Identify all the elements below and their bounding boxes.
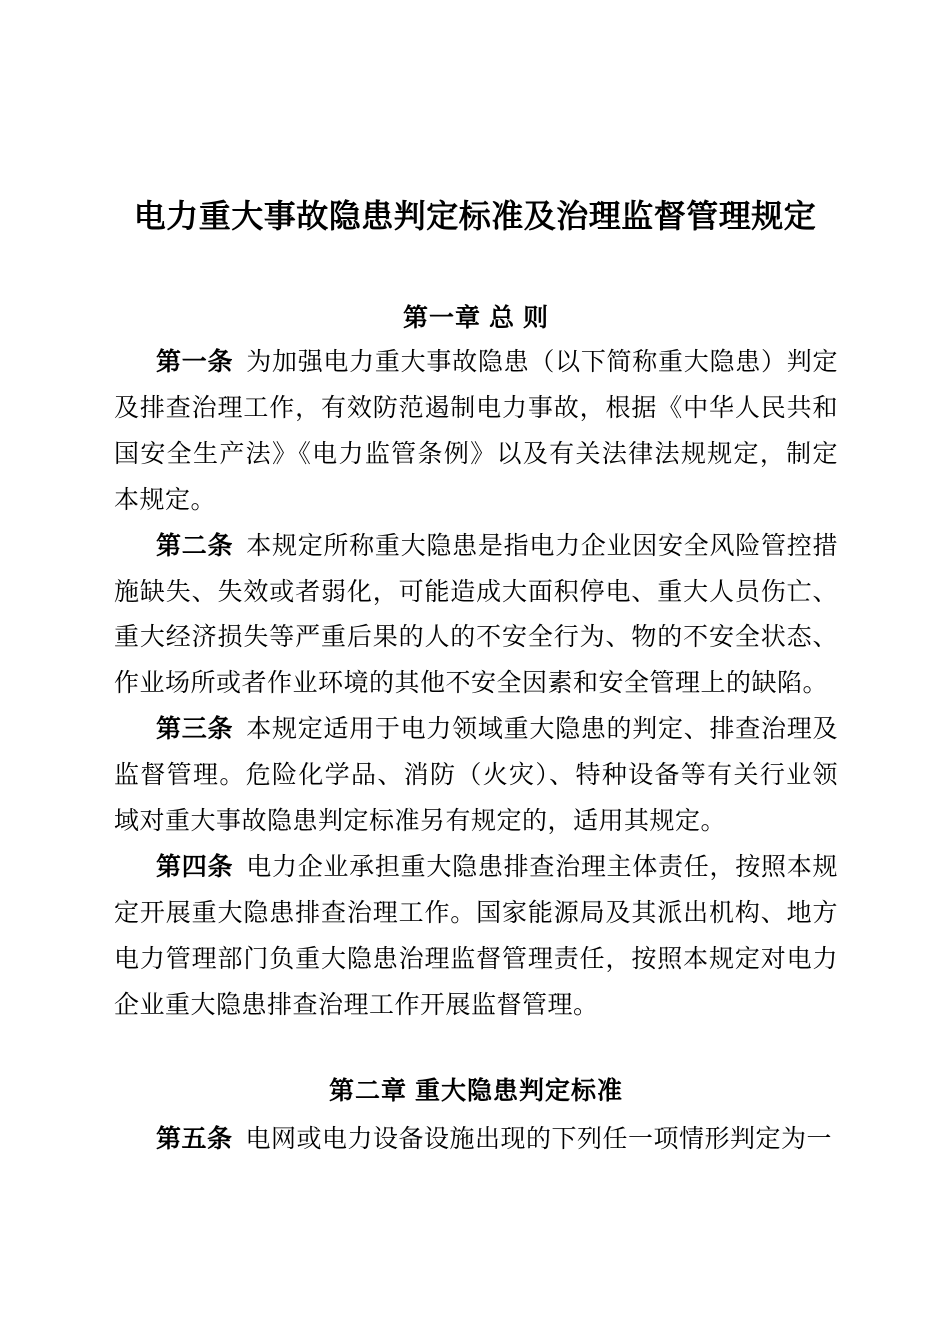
document-body bbox=[114, 296, 838, 1163]
article-2-text: 本规定所称重大隐患是指电力企业因安全风险管控措施缺失、失效或者弱化，可能造成大面积停电、重大人员伤亡、重大经济损失等严重后果的人的不安全行为、物的不安全状态、作业场所或者作业环境的其他不安全因素和安全管理上的缺陷。 bbox=[114, 532, 838, 698]
article-2-label: 第二条 bbox=[156, 531, 234, 560]
article-4-text: 电力企业承担重大隐患排查治理主体责任，按照本规定开展重大隐患排查治理工作。国家能源局及其派出机构、地方电力管理部门负重大隐患治理监督管理责任，按照本规定对电力企业重大隐患排查治理工作开展监督管理。 bbox=[114, 853, 838, 1019]
article-1-label: 第一条 bbox=[156, 348, 234, 376]
chapter-2-heading: 第二章 重大隐患判定标准 bbox=[329, 1076, 623, 1105]
article-5-paragraph bbox=[114, 1117, 838, 1163]
article-3-paragraph bbox=[114, 707, 838, 845]
article-2-paragraph bbox=[114, 524, 838, 708]
article-3-text: 本规定适用于电力领域重大隐患的判定、排查治理及监督管理。危险化学品、消防（火灾）、特种设备等有关行业领域对重大事故隐患判定标准另有规定的，适用其规定。 bbox=[114, 716, 838, 836]
chapter-1-heading: 第一章 总 则 bbox=[403, 304, 549, 332]
article-4-label: 第四条 bbox=[156, 852, 234, 881]
article-5-text: 电网或电力设备设施出现的下列任一项情形判定为一 bbox=[245, 1125, 833, 1153]
article-3-label: 第三条 bbox=[156, 715, 234, 744]
article-1-paragraph bbox=[114, 340, 838, 524]
article-4-paragraph bbox=[114, 845, 838, 1029]
article-1-text: 为加强电力重大事故隐患（以下简称重大隐患）判定及排查治理工作，有效防范遏制电力事故，根据《中华人民共和国安全生产法》《电力监管条例》以及有关法律法规规定，制定本规定。 bbox=[114, 349, 838, 514]
article-5-label: 第五条 bbox=[156, 1124, 233, 1153]
document-title: 电力重大事故隐患判定标准及治理监督管理规定 bbox=[133, 198, 817, 234]
